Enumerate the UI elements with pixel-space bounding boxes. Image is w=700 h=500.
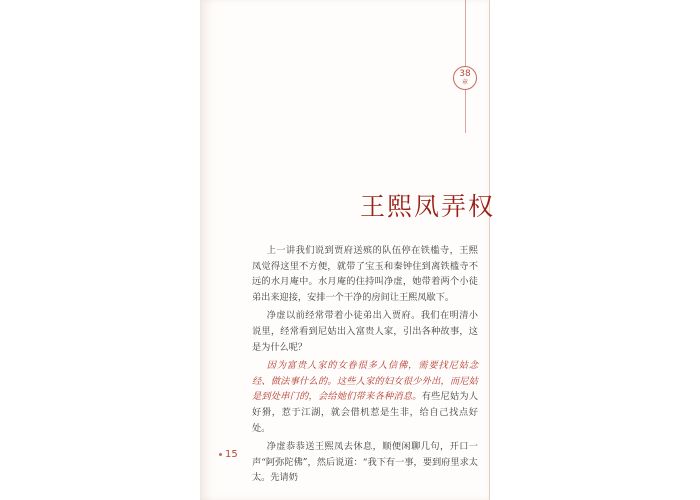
paragraph: 上一讲我们说到贾府送殡的队伍停在铁槛寺，王熙凤觉得这里不方便，就带了宝玉和秦钟住到离铁槛寺不远的水月庵中。水月庵的住持叫净虚，她带着两个小徒弟出来迎接，安排一个干净的房间让王熙凤歇下。 — [252, 245, 478, 303]
page-number: 15 — [219, 449, 238, 460]
chapter-label: 章 — [461, 79, 468, 86]
note-text: 因为富贵人家的女眷很多人信佛，需要找尼姑念经、做法事什么的。这些人家的妇女很少外出，而尼姑是到处串门的，会给她们带来各种消息。 — [252, 360, 478, 403]
page-edge-rule — [489, 0, 490, 500]
annotation-note — [252, 358, 478, 436]
chapter-title: 王熙凤弄权 — [360, 192, 496, 221]
chapter-number: 38 — [459, 69, 471, 79]
chapter-badge — [453, 66, 477, 90]
paragraph: 净虚以前经常带着小徒弟出入贾府。我们在明清小说里，经常看到尼姑出入富贵人家，引出各种故事，这是为什么呢？ — [252, 310, 478, 353]
page-gutter-shadow — [200, 0, 214, 500]
paragraph-continuation: 有些尼姑为人好猾，惹于江湖，就会借机惹是生非，给自己找点好处。 — [252, 391, 479, 434]
body-text — [252, 243, 478, 489]
paragraph: 净虚恭恭送王熙凤去休息，顺便闲聊几句，开口一声“阿弥陀佛”，然后说道：“我下有一事，要到府里求太太。先请奶 — [252, 441, 478, 484]
